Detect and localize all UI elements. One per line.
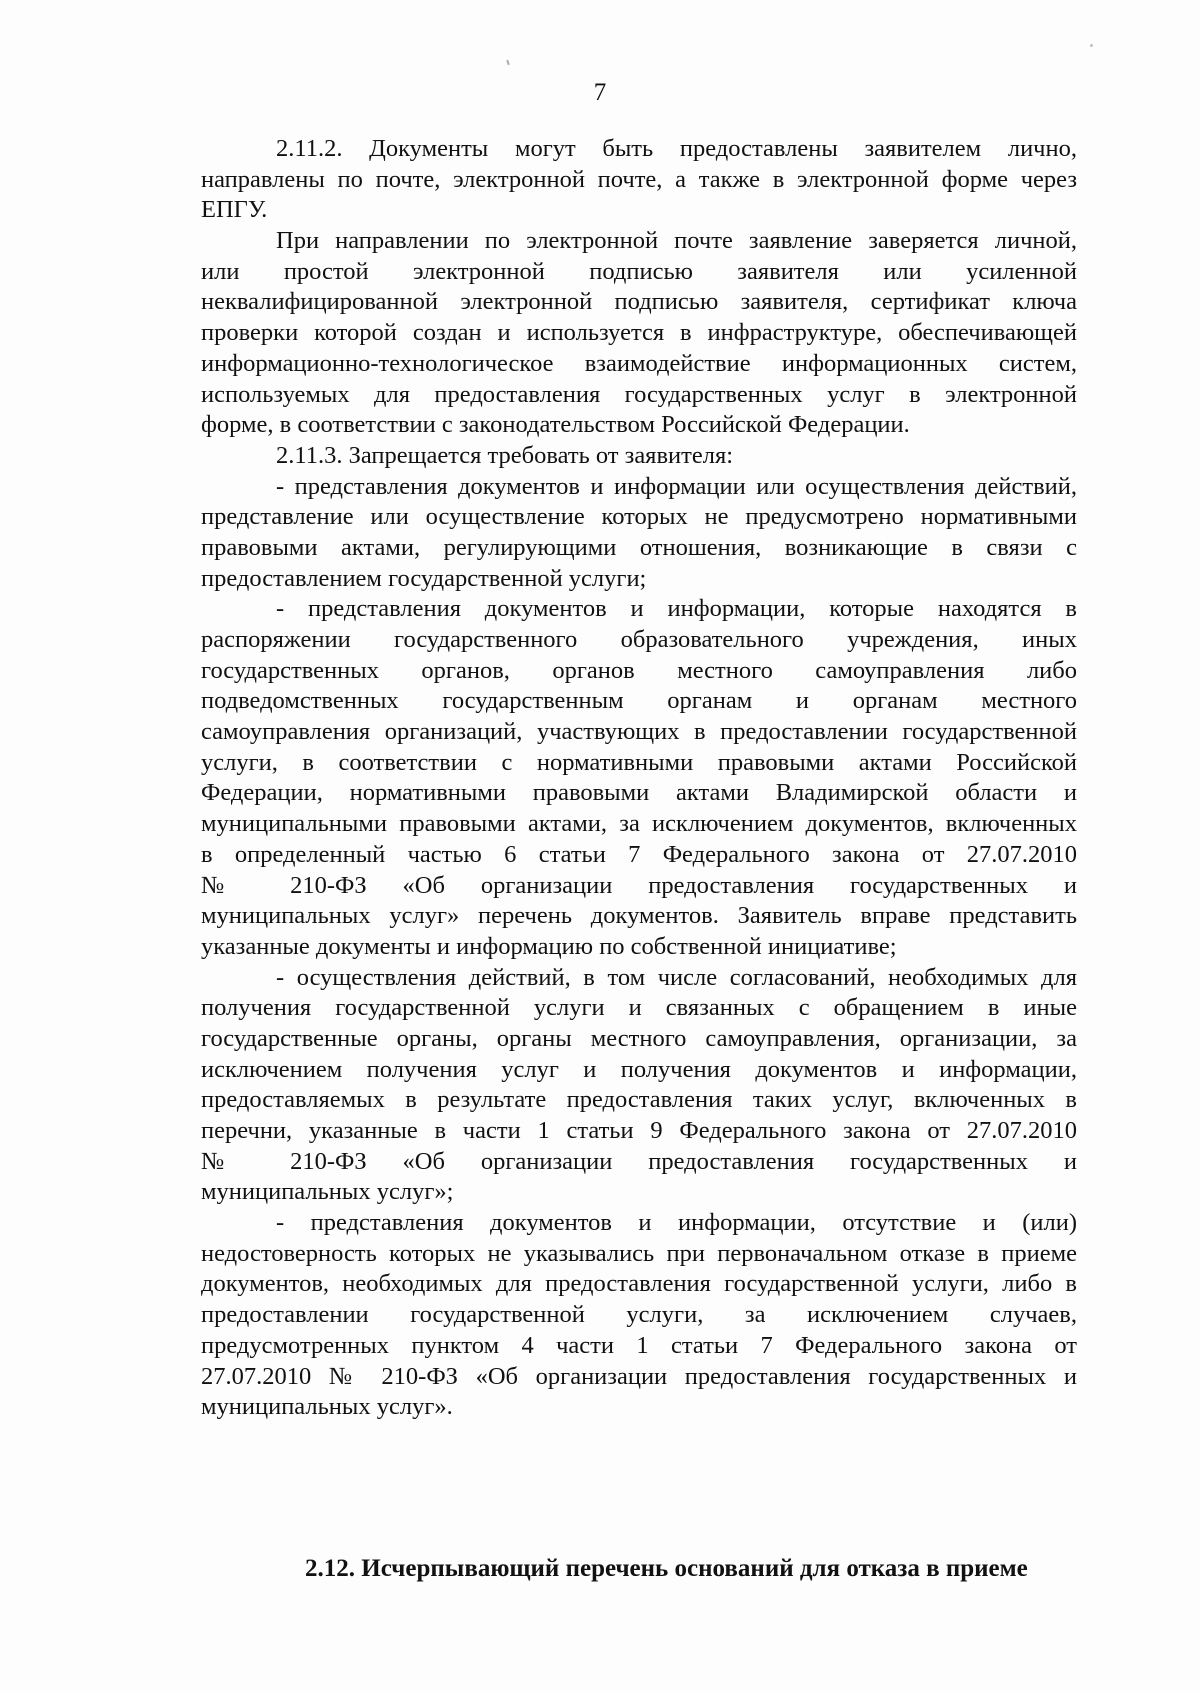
text-line: самоуправления организаций, участвующих в предоставлении государственной <box>201 718 1077 746</box>
text-line: муниципальными правовыми актами, за исключением документов, включенных <box>201 810 1077 838</box>
text-line: - представления документов и информации или осуществления действий, <box>276 472 1077 500</box>
text-line: предусмотренных пунктом 4 части 1 статьи 7 Федерального закона от <box>201 1331 1077 1359</box>
text-line: ЕПГУ. <box>201 196 268 224</box>
text-line: муниципальных услуг» перечень документов. Заявитель вправе представить <box>201 902 1077 930</box>
text-line: подведомственных государственным органам и органам местного <box>201 687 1077 715</box>
text-line: № 210-ФЗ «Об организации предоставления государственных и <box>201 1147 1077 1175</box>
text-line: используемых для предоставления государственных услуг в электронной <box>201 380 1077 408</box>
text-line: муниципальных услуг». <box>201 1393 453 1421</box>
text-line: представление или осуществление которых не предусмотрено нормативными <box>201 503 1077 531</box>
text-line: в определенный частью 6 статьи 7 Федерального закона от 27.07.2010 <box>201 840 1077 868</box>
document-body <box>201 134 1077 1423</box>
text-line: правовыми актами, регулирующими отношения, возникающие в связи с <box>201 533 1077 561</box>
text-line: перечни, указанные в части 1 статьи 9 Федерального закона от 27.07.2010 <box>201 1117 1077 1144</box>
text-line: государственных органов, органов местного самоуправления либо <box>201 656 1077 684</box>
text-line: неквалифицированной электронной подписью заявителя, сертификат ключа <box>201 288 1077 316</box>
scan-artifact <box>1090 44 1093 47</box>
text-line: форме, в соответствии с законодательством Российской Федерации. <box>201 411 910 439</box>
text-line: предоставлении государственной услуги, за исключением случаев, <box>201 1301 1077 1329</box>
text-line: - представления документов и информации, отсутствие и (или) <box>276 1209 1077 1237</box>
text-line: информационно-технологическое взаимодействие информационных систем, <box>201 349 1077 377</box>
text-line: 27.07.2010 № 210-ФЗ «Об организации предоставления государственных и <box>201 1362 1077 1390</box>
text-line: муниципальных услуг»; <box>201 1178 454 1206</box>
text-line: или простой электронной подписью заявителя или усиленной <box>201 257 1077 285</box>
page-number: 7 <box>593 79 607 106</box>
text-line: распоряжении государственного образовательного учреждения, иных <box>201 626 1077 653</box>
section-heading: 2.12. Исчерпывающий перечень оснований для отказа в приеме <box>305 1555 1028 1582</box>
text-line: направлены по почте, электронной почте, а также в электронной форме через <box>201 165 1077 193</box>
text-line: предоставляемых в результате предоставления таких услуг, включенных в <box>201 1086 1077 1114</box>
text-line: проверки которой создан и используется в инфраструктуре, обеспечивающей <box>201 319 1077 347</box>
text-line: недостоверность которых не указывались при первоначальном отказе в приеме <box>201 1239 1077 1267</box>
text-line: 2.11.3. Запрещается требовать от заявителя: <box>276 441 734 469</box>
text-line: 2.11.2. Документы могут быть предоставлены заявителем лично, <box>276 135 1077 162</box>
text-line: государственные органы, органы местного самоуправления, организации, за <box>201 1024 1077 1052</box>
text-line: - осуществления действий, в том числе согласований, необходимых для <box>276 963 1077 991</box>
text-line: № 210-ФЗ «Об организации предоставления государственных и <box>201 871 1077 899</box>
text-line: - представления документов и информации, которые находятся в <box>276 595 1077 623</box>
scan-artifact <box>506 60 510 65</box>
text-line: указанные документы и информацию по собственной инициативе; <box>201 932 897 960</box>
text-line: При направлении по электронной почте заявление заверяется личной, <box>276 227 1077 255</box>
text-line: получения государственной услуги и связанных с обращением в иные <box>201 994 1077 1022</box>
text-line: услуги, в соответствии с нормативными правовыми актами Российской <box>201 748 1077 776</box>
text-line: предоставлением государственной услуги; <box>201 564 647 592</box>
text-line: Федерации, нормативными правовыми актами Владимирской области и <box>201 779 1077 807</box>
text-line: исключением получения услуг и получения документов и информации, <box>201 1055 1077 1083</box>
text-line: документов, необходимых для предоставления государственной услуги, либо в <box>201 1270 1077 1298</box>
